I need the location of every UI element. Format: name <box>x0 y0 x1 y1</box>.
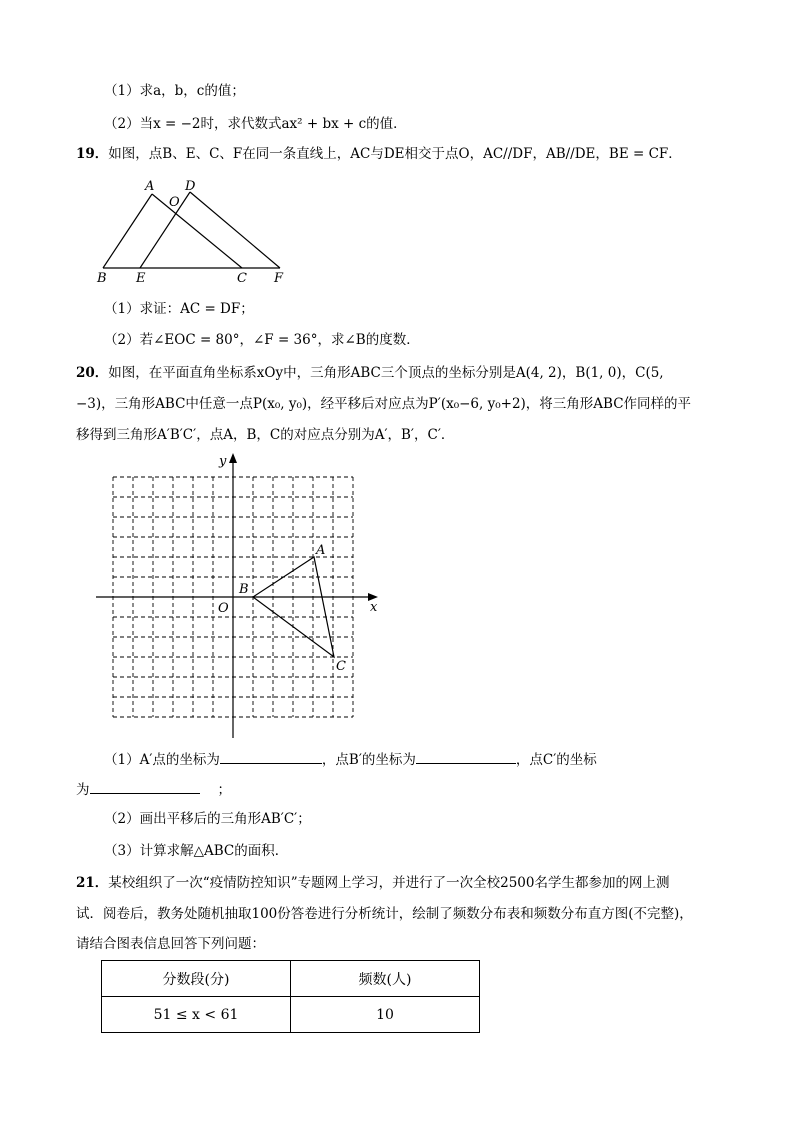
q20-part1-line2 <box>76 779 231 799</box>
q21-stem-1: 某校组织了一次“疫情防控知识”专题网上学习，并进行了一次全校2500名学生都参加的网上测 <box>108 875 670 891</box>
q19-stem-line <box>76 145 682 163</box>
q20-label-c: C <box>336 659 346 674</box>
q18-part1: （1）求a，b，c的值； <box>104 83 245 99</box>
q19-label-b: B <box>97 271 107 286</box>
answer-blank-b-prime[interactable] <box>416 749 516 764</box>
q19-line-ed <box>140 192 190 268</box>
q19-figure <box>90 172 300 290</box>
q20-stem-1: 如图，在平面直角坐标系xOy中，三角形ABC三个顶点的坐标分别是A(4, 2)，B(1, 0)，C(5, <box>108 365 664 381</box>
table-header-frequency: 频数(人) <box>291 961 480 997</box>
q19-stem: 如图，点B、E、C、F在同一条直线上，AC与DE相交于点O，AC//DF，AB//DE，BE = CF． <box>108 146 682 162</box>
q19-label-f: F <box>274 271 284 286</box>
q20-label-a: A <box>316 543 326 558</box>
q20-stem-line1 <box>76 364 664 382</box>
q19-line-ba <box>103 194 152 268</box>
table-cell-score-range: 51 ≤ x < 61 <box>102 997 291 1033</box>
q20-number: 20． <box>76 365 109 381</box>
q19-label-a: A <box>145 179 155 194</box>
q19-line-df <box>190 192 280 268</box>
q19-label-o: O <box>169 195 180 210</box>
q20-part2: （2）画出平移后的三角形AB′C′； <box>104 811 311 827</box>
q20-part1-b: ，点B′的坐标为 <box>321 752 416 768</box>
q21-stem-line2: 试．阅卷后，教务处随机抽取100份答卷进行分析统计，绘制了频数分布表和频数分布直方图(不完整)， <box>76 906 693 922</box>
q19-label-c: C <box>237 271 247 286</box>
table-row <box>102 997 480 1033</box>
q20-part3: （3）计算求解△ABC的面积． <box>104 843 289 859</box>
q21-stem-line3: 请结合图表信息回答下列问题： <box>76 936 265 952</box>
q19-line-ac <box>152 194 242 268</box>
q20-part1-line <box>104 749 597 769</box>
q20-stem-line3: 移得到三角形A′B′C′，点A，B，C的对应点分别为A′，B′，C′． <box>76 427 455 443</box>
q18-part2: （2）当x = −2时，求代数式ax² + bx + c的值． <box>104 116 407 132</box>
answer-blank-c-prime[interactable] <box>90 779 200 794</box>
table-header-row <box>102 961 480 997</box>
q20-label-b: B <box>239 582 249 597</box>
q20-part1-c: ，点C′的坐标 <box>515 752 597 768</box>
q20-coordinate-graph <box>90 448 390 743</box>
q19-label-e: E <box>136 271 146 286</box>
frequency-table <box>101 960 480 1033</box>
q20-part1-end: ； <box>217 782 231 798</box>
q20-label-x: x <box>370 600 378 615</box>
table-cell-frequency: 10 <box>291 997 480 1033</box>
q20-y-axis-arrow <box>229 453 237 463</box>
q21-number: 21． <box>76 875 109 891</box>
q20-part1-d: 为 <box>76 782 90 798</box>
answer-blank-a-prime[interactable] <box>220 749 322 764</box>
q20-part1-a: （1）A′点的坐标为 <box>104 752 220 768</box>
q19-number: 19． <box>76 146 109 162</box>
table-header-score-range: 分数段(分) <box>102 961 291 997</box>
q19-part1: （1）求证：AC = DF； <box>104 301 254 317</box>
q19-label-d: D <box>185 179 196 194</box>
q19-part2: （2）若∠EOC = 80°，∠F = 36°，求∠B的度数． <box>104 332 420 348</box>
q21-stem-line1 <box>76 874 669 892</box>
q20-stem-line2: −3)，三角形ABC中任意一点P(x₀, y₀)，经平移后对应点为P′(x₀−6, y₀+2)，将三角形ABC作同样的平 <box>76 396 692 412</box>
q20-label-y: y <box>219 454 227 469</box>
q20-label-origin: O <box>218 601 229 616</box>
q20-triangle-abc <box>253 557 334 657</box>
